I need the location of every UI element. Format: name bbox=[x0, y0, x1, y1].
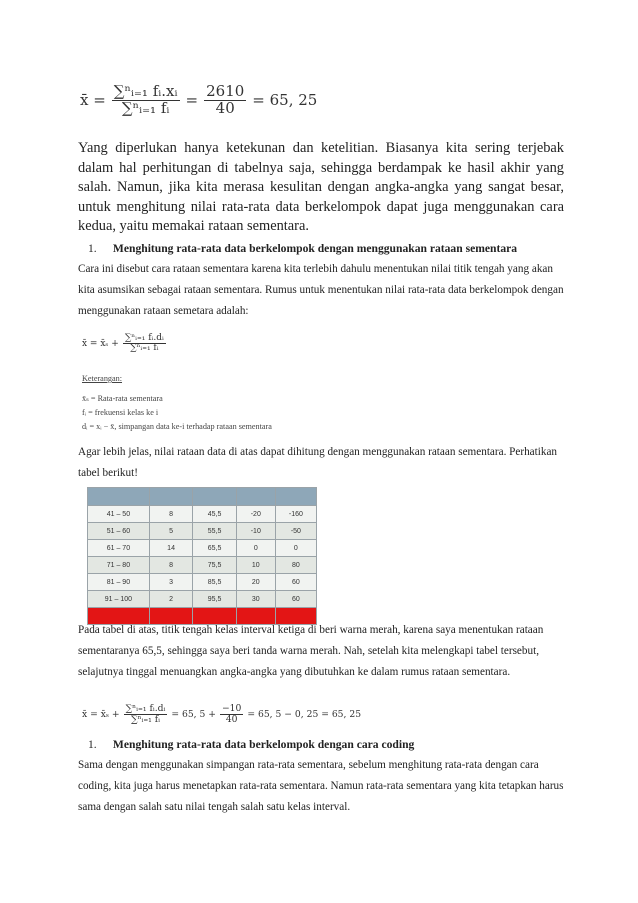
table-header-cell bbox=[149, 488, 193, 506]
section-2-heading bbox=[88, 738, 568, 751]
table-cell: -50 bbox=[275, 523, 316, 540]
table-cell: -10 bbox=[236, 523, 275, 540]
table-cell: 8 bbox=[149, 557, 193, 574]
table-header-cell bbox=[88, 488, 150, 506]
table-cell: 60 bbox=[275, 591, 316, 608]
formula2-denominator: ∑ⁿᵢ₌₁ fᵢ bbox=[130, 343, 159, 354]
formula2-fraction bbox=[123, 334, 166, 354]
table-cell: 51 – 60 bbox=[88, 523, 150, 540]
keterangan-item: dᵢ = xᵢ − x̄, simpangan data ke-i terhadap rataan sementara bbox=[82, 422, 272, 431]
section-1-title: Menghitung rata-rata data berkelompok dengan menggunakan rataan sementara bbox=[112, 242, 518, 255]
table-cell: 81 – 90 bbox=[88, 574, 150, 591]
table-cell: 3 bbox=[149, 574, 193, 591]
table-cell: 8 bbox=[149, 506, 193, 523]
table-explanation-paragraph: Pada tabel di atas, titik tengah kelas interval ketiga di beri warna merah, karena saya menentukan rataan sementaranya 65,5, sehingga saya beri tanda warna merah. Nah, setelah kita melengkapi tabel tersebut, selajutnya tinggal menuangkan angka-angka yang dibutuhkan ke dalam rumus rataan sementara. bbox=[78, 624, 544, 678]
table-header-cell bbox=[236, 488, 275, 506]
table-row bbox=[88, 557, 317, 574]
frequency-table bbox=[87, 487, 317, 625]
table-cell: 75,5 bbox=[193, 557, 237, 574]
section-1-text: Cara ini disebut cara rataan sementara karena kita terlebih dahulu menentukan nilai titik tengah yang akan kita asumsikan sebagai rataan sementara. Rumus untuk menentukan nilai rata-rata data berkelompok dengan menggunakan rataan semetara adalah: bbox=[78, 263, 564, 317]
intro-paragraph: Yang diperlukan hanya ketekunan dan ketelitian. Biasanya kita sering terjebak dalam hal perhitungan di tabelnya saja, sehingga berdampak ke hasil akhir yang salah. Namun, jika kita merasa kesulitan dengan angka-angka yang sangat besar, untuk menghitung nilai rata-rata data berkelompok dapat juga menggunakan cara kedua, yaitu memakai rataan sementara. bbox=[78, 140, 564, 235]
table-header-row bbox=[88, 488, 317, 506]
formula3-fraction bbox=[124, 704, 168, 724]
table-cell: 0 bbox=[236, 540, 275, 557]
formula-value-numerator: 2610 bbox=[206, 82, 245, 100]
formula3-numerator-2: −10 bbox=[221, 703, 242, 714]
calculation-formula bbox=[82, 704, 361, 724]
table-cell: 80 bbox=[275, 557, 316, 574]
section-1-number: 1. bbox=[88, 242, 97, 255]
table-cell: 30 bbox=[236, 591, 275, 608]
table-intro-paragraph: Agar lebih jelas, nilai rataan data di atas dapat dihitung dengan menggunakan rataan sementara. Perhatikan tabel berikut! bbox=[78, 446, 558, 479]
keterangan-title: Keterangan: bbox=[82, 374, 123, 383]
formula-sum-fraction bbox=[112, 84, 180, 117]
table-cell: 71 – 80 bbox=[88, 557, 150, 574]
table-row bbox=[88, 591, 317, 608]
formula-equals: = bbox=[185, 91, 199, 110]
table-cell: 61 – 70 bbox=[88, 540, 150, 557]
formula3-fraction-2 bbox=[220, 704, 243, 724]
table-cell: 91 – 100 bbox=[88, 591, 150, 608]
formula3-numerator: ∑ⁿᵢ₌₁ fᵢ.dᵢ bbox=[125, 703, 166, 714]
table-row bbox=[88, 574, 317, 591]
temporary-mean-formula bbox=[82, 334, 166, 354]
formula3-denominator: ∑ⁿᵢ₌₁ fᵢ bbox=[130, 713, 161, 725]
keterangan-block bbox=[82, 372, 342, 434]
formula3-lhs: x̄ = x̄ₛ + bbox=[82, 708, 120, 720]
table-cell: 0 bbox=[275, 540, 316, 557]
keterangan-item: x̄ₛ = Rata-rata sementara bbox=[82, 394, 163, 403]
formula-lhs: x̄ = bbox=[80, 91, 106, 110]
table-cell: 41 – 50 bbox=[88, 506, 150, 523]
formula2-numerator: ∑ⁿᵢ₌₁ fᵢ.dᵢ bbox=[124, 333, 164, 343]
table-header-cell bbox=[275, 488, 316, 506]
table-cell: -160 bbox=[275, 506, 316, 523]
formula-sum-numerator: ∑ⁿᵢ₌₁ fᵢ.xᵢ bbox=[113, 82, 178, 100]
section-2-title: Menghitung rata-rata data berkelompok dengan cara coding bbox=[112, 738, 415, 751]
formula3-rest: = 65, 5 − 0, 25 = 65, 25 bbox=[247, 708, 362, 720]
table-cell: 10 bbox=[236, 557, 275, 574]
formula3-mid: = 65, 5 + bbox=[171, 708, 216, 720]
formula-value-fraction bbox=[204, 84, 246, 117]
table-cell: 60 bbox=[275, 574, 316, 591]
table-cell: 55,5 bbox=[193, 523, 237, 540]
table-cell: 20 bbox=[236, 574, 275, 591]
table-cell: 95,5 bbox=[193, 591, 237, 608]
table-row bbox=[88, 523, 317, 540]
table-cell: 5 bbox=[149, 523, 193, 540]
formula-sum-denominator: ∑ⁿᵢ₌₁ fᵢ bbox=[121, 98, 170, 117]
formula-value-denominator: 40 bbox=[215, 98, 235, 117]
table-row bbox=[88, 506, 317, 523]
keterangan-item: fᵢ = frekuensi kelas ke i bbox=[82, 408, 159, 417]
table-cell: 14 bbox=[149, 540, 193, 557]
table-cell: 2 bbox=[149, 591, 193, 608]
formula2-lhs: x̄ = x̄ₛ + bbox=[82, 338, 119, 349]
table-cell: 45,5 bbox=[193, 506, 237, 523]
table-header-cell bbox=[193, 488, 237, 506]
section-2-number: 1. bbox=[88, 738, 97, 751]
section-1-heading bbox=[88, 242, 568, 255]
mean-formula bbox=[80, 84, 317, 117]
table-cell: -20 bbox=[236, 506, 275, 523]
formula3-denominator-2: 40 bbox=[225, 713, 238, 725]
section-2-text: Sama dengan menggunakan simpangan rata-rata sementara, sebelum menghitung rata-rata dengan cara coding, kita juga harus menetapkan rata-rata sementara. Namun rata-rata sementara yang kita tetapkan harus sama dengan salah satu nilai tengah salah satu kelas interval. bbox=[78, 759, 564, 813]
table-cell: 65,5 bbox=[193, 540, 237, 557]
table-cell: 85,5 bbox=[193, 574, 237, 591]
table-row bbox=[88, 540, 317, 557]
formula-result: = 65, 25 bbox=[252, 91, 318, 110]
